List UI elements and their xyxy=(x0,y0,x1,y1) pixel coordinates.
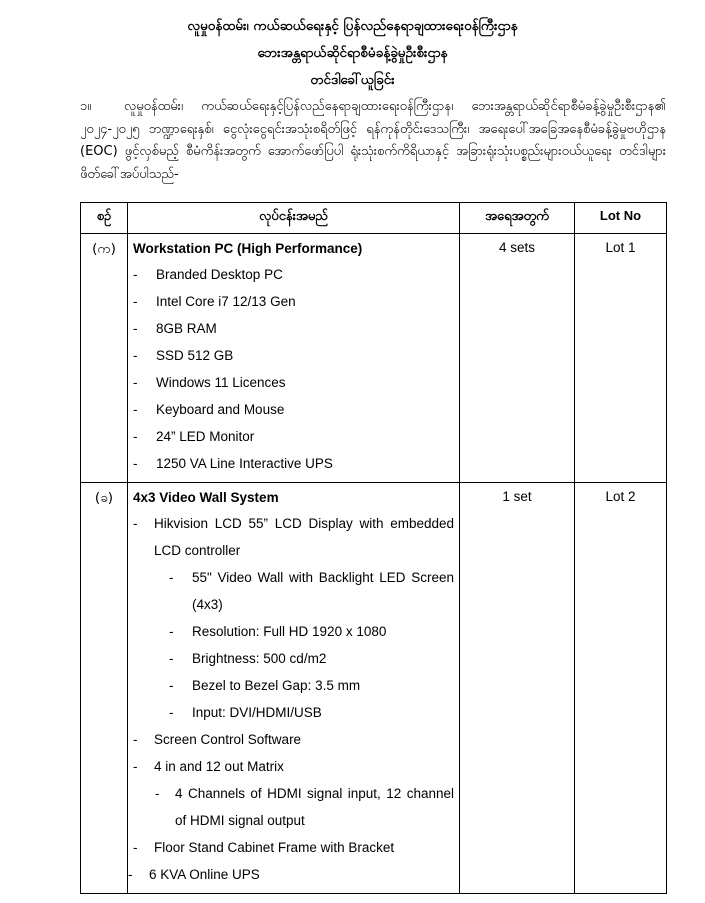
spec-subitem: - 55" Video Wall with Backlight LED Screen (4x3) xyxy=(169,570,454,612)
paragraph-number: ၁။ xyxy=(80,99,92,114)
spec-item: - 6 KVA Online UPS xyxy=(128,867,260,882)
item-title: Workstation PC (High Performance) xyxy=(133,241,363,256)
header-quantity: အရေအတွက် xyxy=(460,203,575,234)
department-title: ဘေးအန္တရာယ်ဆိုင်ရာစီမံခန့်ခွဲမှုဦးစီးဌာန xyxy=(257,45,448,61)
spec-item: - 8GB RAM xyxy=(133,321,217,336)
tender-title: တင်ဒါခေါ်ယူခြင်း xyxy=(310,72,395,88)
spec-item: - Windows 11 Licences xyxy=(133,375,286,390)
table-row xyxy=(81,483,667,894)
spec-item: - Floor Stand Cabinet Frame with Bracket xyxy=(133,840,395,855)
spec-item: - Intel Core i7 12/13 Gen xyxy=(133,294,296,309)
spec-item: - 24” LED Monitor xyxy=(133,429,255,444)
header-lot: Lot No xyxy=(575,203,667,234)
intro-paragraph xyxy=(80,96,666,186)
spec-item: - Screen Control Software xyxy=(133,732,302,747)
table-row xyxy=(81,234,667,483)
spec-subitem: - Brightness: 500 cd/m2 xyxy=(169,651,327,666)
spec-item: - SSD 512 GB xyxy=(133,348,234,363)
item-title: 4x3 Video Wall System xyxy=(133,490,279,505)
spec-item: - Branded Desktop PC xyxy=(133,267,283,282)
tender-table xyxy=(80,202,667,894)
row-lot: Lot 2 xyxy=(575,483,667,894)
row-description xyxy=(128,234,460,483)
spec-item: - Hikvision LCD 55” LCD Display with embedded LCD controller xyxy=(133,516,454,558)
row-quantity: 1 set xyxy=(460,483,575,894)
row-number: (က) xyxy=(81,234,128,483)
spec-subitem: - Resolution: Full HD 1920 x 1080 xyxy=(169,624,387,639)
spec-item: - Keyboard and Mouse xyxy=(133,402,285,417)
header-description: လုပ်ငန်းအမည် xyxy=(128,203,460,234)
header-no: စဉ် xyxy=(81,203,128,234)
row-number: (ခ) xyxy=(81,483,128,894)
row-lot: Lot 1 xyxy=(575,234,667,483)
spec-item: - 4 in and 12 out Matrix xyxy=(133,759,284,774)
ministry-title: လူမှုဝန်ထမ်း၊ ကယ်ဆယ်ရေးနှင့် ပြန်လည်နေရာချထားရေးဝန်ကြီးဌာန xyxy=(187,18,518,34)
row-quantity: 4 sets xyxy=(460,234,575,483)
row-description xyxy=(128,483,460,894)
spec-item: - 1250 VA Line Interactive UPS xyxy=(133,456,333,471)
spec-subitem: - 4 Channels of HDMI signal input, 12 channel of HDMI signal output xyxy=(155,786,454,828)
spec-subitem: - Bezel to Bezel Gap: 3.5 mm xyxy=(169,678,361,693)
spec-subitem: - Input: DVI/HDMI/USB xyxy=(169,705,322,720)
table-header-row xyxy=(81,203,667,234)
intro-text: လူမှုဝန်ထမ်း၊ ကယ်ဆယ်ရေးနှင့်ပြန်လည်နေရာချထားရေးဝန်ကြီးဌာန၊ ဘေးအန္တရာယ်ဆိုင်ရာစီမံခန့်ခွဲမှုဦးစီးဌာန၏ ၂၀၂၄-၂၀၂၅ ဘဏ္ဍာရေးနှစ်၊ ငွေလုံးငွေရင်းအသုံးစရိတ်ဖြင့် ရန်ကုန်တိုင်းဒေသကြီး၊ အရေးပေါ်အခြေအနေစီမံခန့်ခွဲမှုဗဟိုဌာန (EOC) ဖွင့်လှစ်မည့် စီမံကိန်းအတွက် အောက်ဖော်ပြပါ ရုံးသုံးစက်ကိရိယာနှင့် အခြားရုံးသုံးပစ္စည်းများဝယ်ယူရေး တင်ဒါများ ဖိတ်ခေါ်အပ်ပါသည်- xyxy=(80,99,666,182)
